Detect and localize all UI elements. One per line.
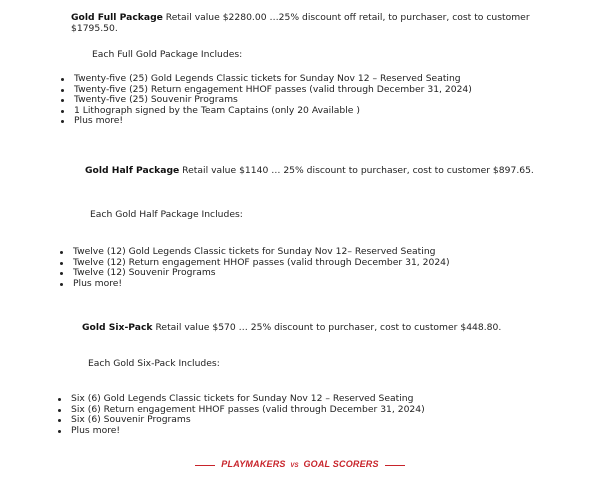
footer-right-rule bbox=[385, 465, 405, 466]
full-package-title: Gold Full Package bbox=[71, 12, 163, 23]
list-item: Six (6) Souvenir Programs bbox=[57, 415, 425, 426]
full-package-items bbox=[60, 74, 472, 127]
footer-text bbox=[221, 459, 378, 472]
full-package-summary-text: Retail value $2280.00 …25% discount off retail, to purchaser, cost to customer $1795.50. bbox=[71, 12, 530, 34]
list-item: Twelve (12) Return engagement HHOF passes (valid through December 31, 2024) bbox=[59, 258, 450, 269]
footer-vs-text: VS bbox=[290, 462, 299, 469]
half-package-items bbox=[59, 247, 450, 289]
footer-banner bbox=[0, 458, 600, 472]
list-item: Twelve (12) Gold Legends Classic tickets for Sunday Nov 12– Reserved Seating bbox=[59, 247, 450, 258]
footer-left-text: PLAYMAKERS bbox=[221, 458, 286, 469]
list-item: Twenty-five (25) Souvenir Programs bbox=[60, 95, 472, 106]
list-item: Plus more! bbox=[57, 426, 425, 437]
list-item: Twelve (12) Souvenir Programs bbox=[59, 268, 450, 279]
footer-left-rule bbox=[195, 465, 215, 466]
half-package-summary bbox=[85, 165, 565, 176]
half-package-summary-text: Retail value $1140 … 25% discount to purchaser, cost to customer $897.65. bbox=[179, 165, 534, 176]
list-item: Six (6) Gold Legends Classic tickets for Sunday Nov 12 – Reserved Seating bbox=[57, 394, 425, 405]
six-pack-summary-text: Retail value $570 … 25% discount to purchaser, cost to customer $448.80. bbox=[152, 322, 502, 333]
list-item: 1 Lithograph signed by the Team Captains (only 20 Available ) bbox=[60, 106, 472, 117]
half-package-title: Gold Half Package bbox=[85, 165, 180, 176]
six-pack-items bbox=[57, 394, 425, 436]
footer-right-text: GOAL SCORERS bbox=[303, 458, 379, 469]
full-package-summary bbox=[71, 12, 541, 34]
list-item: Six (6) Return engagement HHOF passes (valid through December 31, 2024) bbox=[57, 405, 425, 416]
six-pack-includes-heading: Each Gold Six-Pack Includes: bbox=[88, 358, 220, 369]
list-item: Twenty-five (25) Return engagement HHOF passes (valid through December 31, 2024) bbox=[60, 85, 472, 96]
list-item: Twenty-five (25) Gold Legends Classic tickets for Sunday Nov 12 – Reserved Seating bbox=[60, 74, 472, 85]
list-item: Plus more! bbox=[60, 116, 472, 127]
six-pack-title: Gold Six-Pack bbox=[82, 322, 153, 333]
list-item: Plus more! bbox=[59, 279, 450, 290]
full-package-includes-heading: Each Full Gold Package Includes: bbox=[92, 49, 243, 60]
six-pack-summary bbox=[82, 322, 562, 333]
half-package-includes-heading: Each Gold Half Package Includes: bbox=[90, 209, 243, 220]
